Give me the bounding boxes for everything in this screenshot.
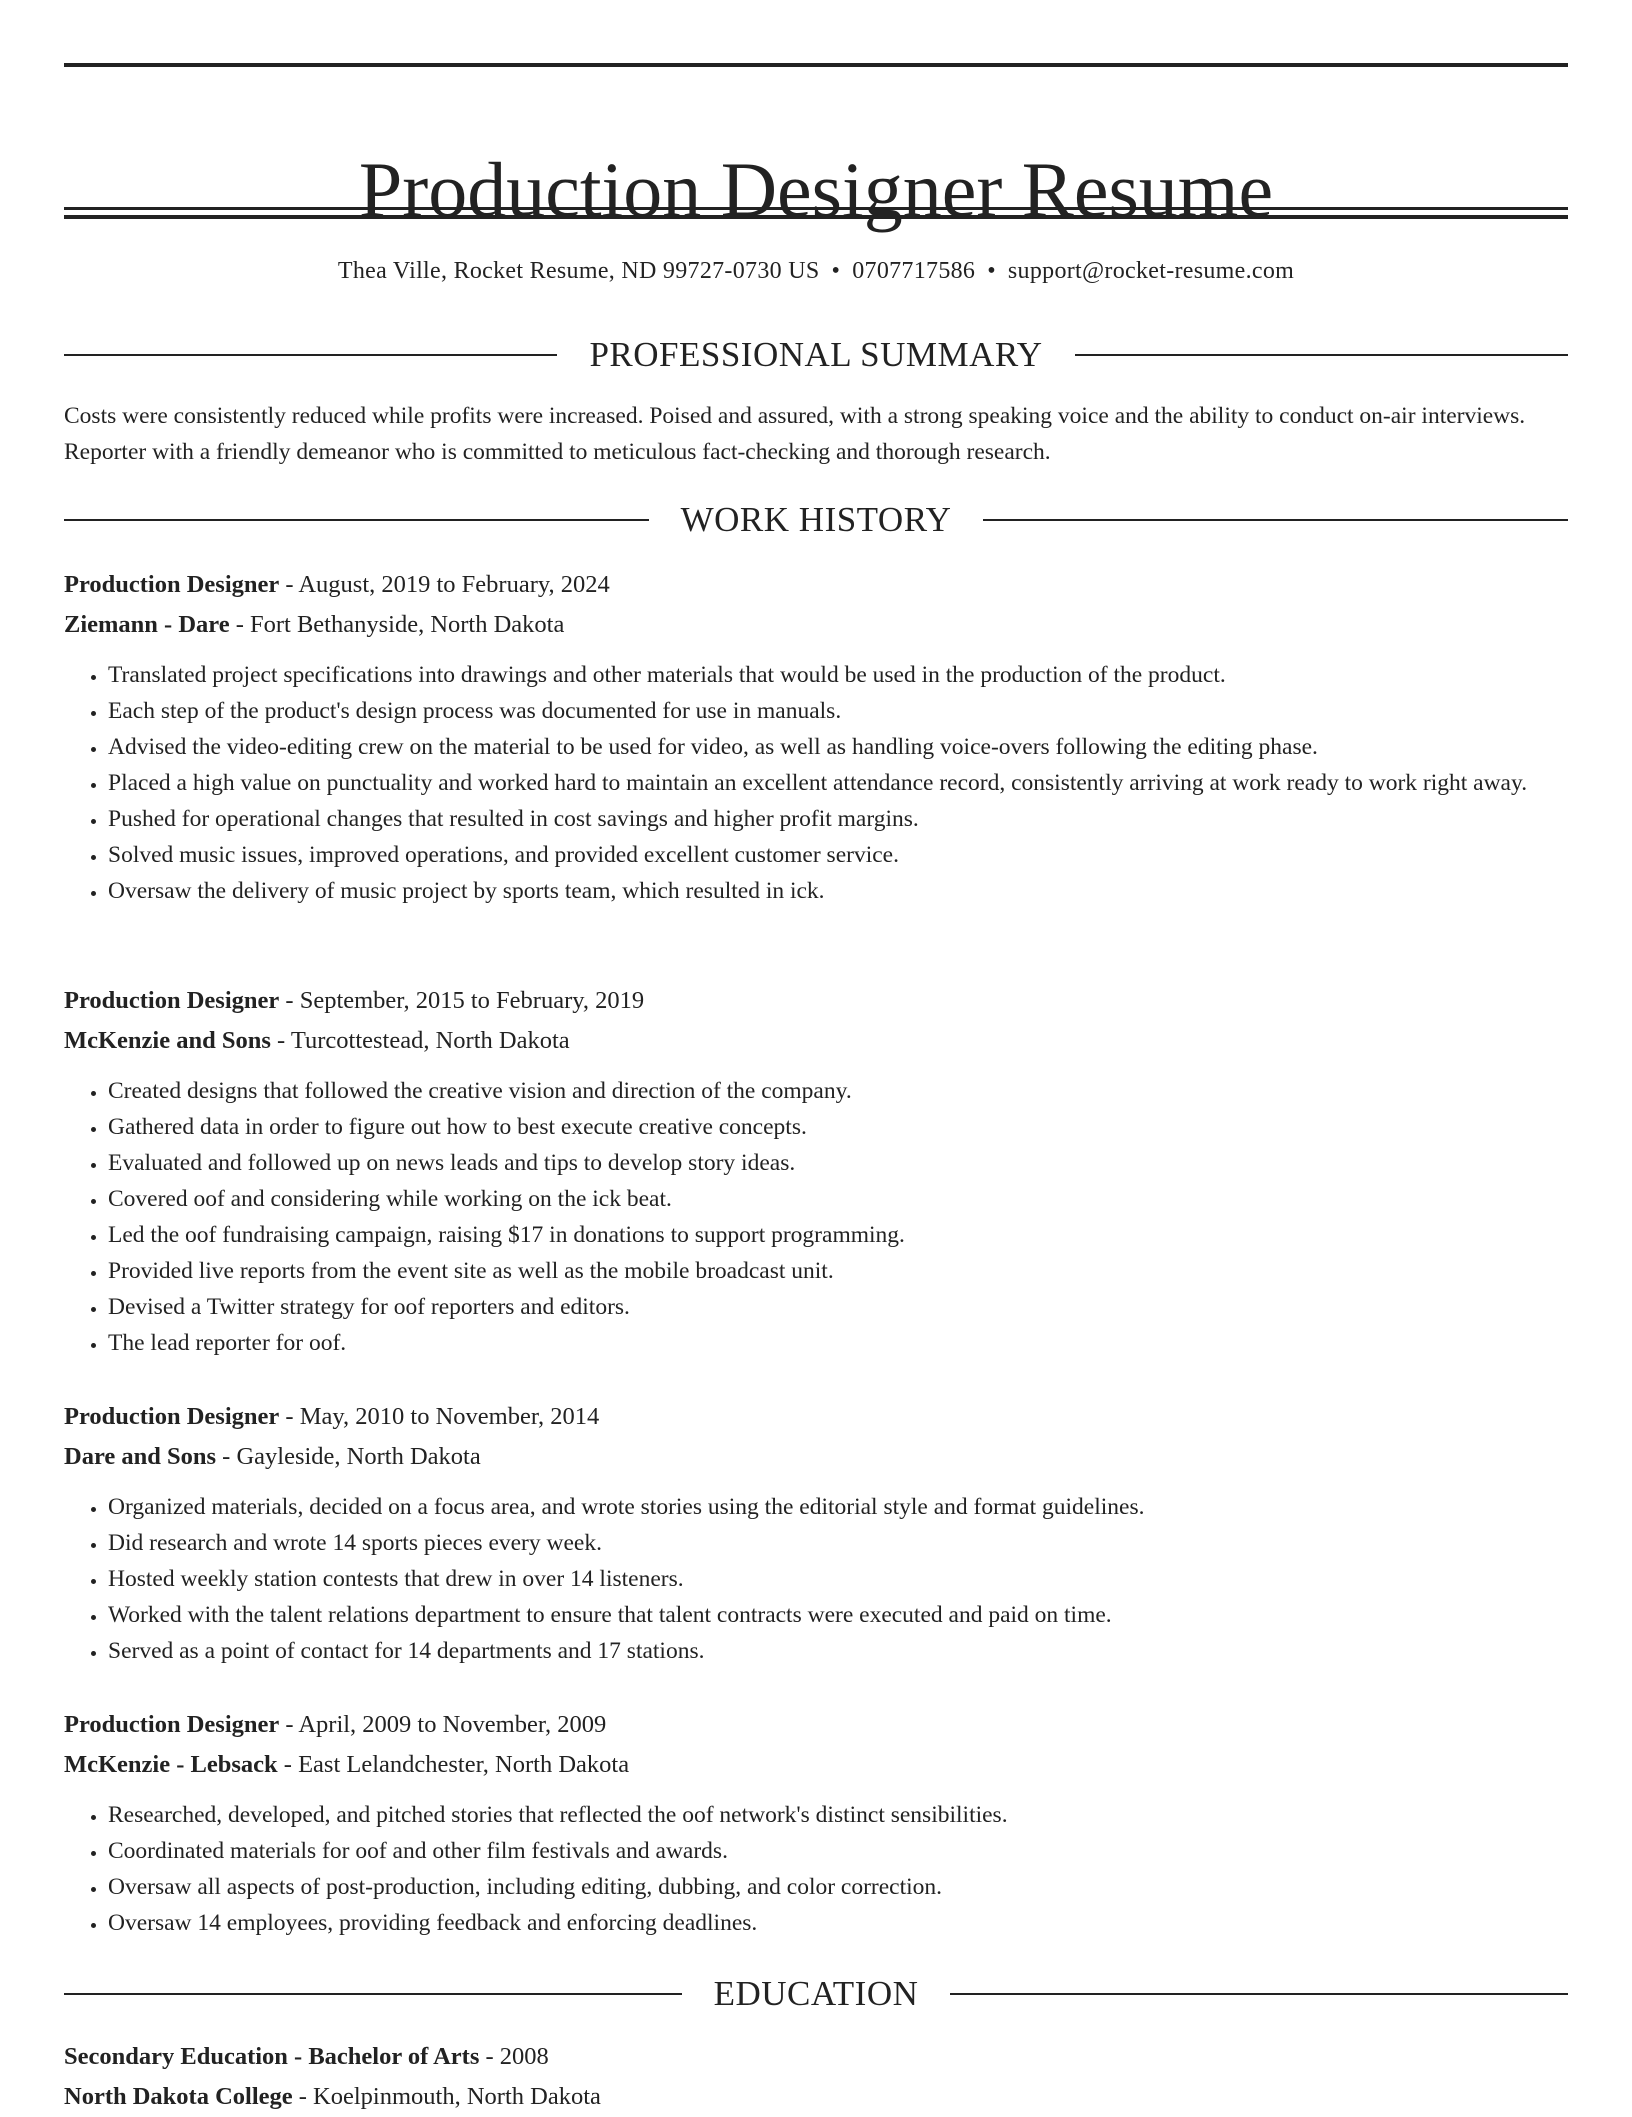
contact-address: Thea Ville, Rocket Resume, ND 99727-0730 US — [337, 258, 820, 284]
professional-summary: Costs were consistently reduced while profits were increased. Poised and assured, with a strong speaking voice and the ability to conduct on-air interviews. Reporter with a friendly demeanor who is committed to meticulous fact-checking and thorough research. — [64, 403, 1526, 465]
section-rule — [1075, 354, 1568, 356]
section-rule — [64, 354, 557, 356]
list-item: • Served as a point of contact for 14 departments and 17 stations. — [108, 1633, 1568, 1669]
education-year: - 2008 — [479, 2043, 549, 2070]
contact-separator: • — [987, 258, 996, 284]
job-location: - East Lelandchester, North Dakota — [277, 1751, 630, 1778]
list-item: • Covered oof and considering while working on the ick beat. — [108, 1181, 1568, 1217]
job-company: Ziemann - Dare — [64, 611, 230, 638]
title-double-rule — [64, 207, 1568, 219]
education-school: North Dakota College — [64, 2083, 293, 2110]
list-item: • Evaluated and followed up on news leads and tips to develop story ideas. — [108, 1145, 1568, 1181]
resume-title: Production Designer Resume — [358, 146, 1274, 234]
section-rule — [983, 519, 1568, 521]
job-title: Production Designer — [64, 1403, 280, 1430]
job-bullets — [64, 1489, 1568, 1669]
section-rule — [64, 1993, 682, 1995]
list-item: • Created designs that followed the creative vision and direction of the company. — [108, 1073, 1568, 1109]
section-header-summary — [64, 333, 1568, 377]
job-dates: - May, 2010 to November, 2014 — [279, 1403, 600, 1430]
section-title: WORK HISTORY — [680, 500, 952, 539]
job-entry — [64, 1705, 1568, 1941]
job-company: Dare and Sons — [64, 1443, 217, 1470]
section-header-education — [64, 1972, 1568, 2016]
section-rule — [64, 519, 649, 521]
list-item: • Pushed for operational changes that resulted in cost savings and higher profit margins. — [108, 801, 1568, 837]
job-bullets — [64, 657, 1568, 909]
job-dates: - August, 2019 to February, 2024 — [279, 571, 610, 598]
contact-email: support@rocket-resume.com — [1007, 258, 1295, 284]
list-item: • Each step of the product's design process was documented for use in manuals. — [108, 693, 1568, 729]
list-item: • Translated project specifications into drawings and other materials that would be used in the production of the product. — [108, 657, 1568, 693]
list-item: • Organized materials, decided on a focus area, and wrote stories using the editorial style and format guidelines. — [108, 1489, 1568, 1525]
list-item: • Provided live reports from the event site as well as the mobile broadcast unit. — [108, 1253, 1568, 1289]
job-title: Production Designer — [64, 1711, 280, 1738]
job-entry — [64, 981, 1568, 1361]
job-location: - Turcottestead, North Dakota — [270, 1027, 570, 1054]
section-title: EDUCATION — [713, 1974, 919, 2013]
education-entry — [64, 2037, 1568, 2117]
list-item: • Researched, developed, and pitched stories that reflected the oof network's distinct sensibilities. — [108, 1797, 1568, 1833]
section-rule — [950, 1993, 1568, 1995]
section-title: PROFESSIONAL SUMMARY — [589, 335, 1043, 374]
job-bullets — [64, 1073, 1568, 1361]
job-entry — [64, 565, 1568, 909]
list-item: • Led the oof fundraising campaign, raising $17 in donations to support programming. — [108, 1217, 1568, 1253]
list-item: • Placed a high value on punctuality and worked hard to maintain an excellent attendance record, consistently arriving at work ready to work right away. — [108, 765, 1568, 801]
education-location: - Koelpinmouth, North Dakota — [292, 2083, 601, 2110]
job-entry — [64, 1397, 1568, 1669]
job-title: Production Designer — [64, 987, 280, 1014]
contact-line — [64, 254, 1568, 288]
job-dates: - September, 2015 to February, 2019 — [279, 987, 645, 1014]
section-header-work — [64, 498, 1568, 542]
job-bullets — [64, 1797, 1568, 1941]
list-item: • The lead reporter for oof. — [108, 1325, 1568, 1361]
job-location: - Gayleside, North Dakota — [216, 1443, 481, 1470]
list-item: • Solved music issues, improved operations, and provided excellent customer service. — [108, 837, 1568, 873]
top-rule — [64, 63, 1568, 67]
list-item: • Oversaw 14 employees, providing feedback and enforcing deadlines. — [108, 1905, 1568, 1941]
job-dates: - April, 2009 to November, 2009 — [279, 1711, 607, 1738]
contact-separator: • — [831, 258, 841, 284]
job-title: Production Designer — [64, 571, 280, 598]
list-item: • Hosted weekly station contests that drew in over 14 listeners. — [108, 1561, 1568, 1597]
job-company: McKenzie - Lebsack — [64, 1751, 278, 1778]
job-location: - Fort Bethanyside, North Dakota — [229, 611, 565, 638]
contact-phone: 0707717586 — [852, 258, 976, 284]
list-item: • Advised the video-editing crew on the material to be used for video, as well as handling voice-overs following the editing phase. — [108, 729, 1568, 765]
job-company: McKenzie and Sons — [64, 1027, 271, 1054]
list-item: • Devised a Twitter strategy for oof reporters and editors. — [108, 1289, 1568, 1325]
list-item: • Worked with the talent relations department to ensure that talent contracts were executed and paid on time. — [108, 1597, 1568, 1633]
list-item: • Gathered data in order to figure out how to best execute creative concepts. — [108, 1109, 1568, 1145]
list-item: • Oversaw all aspects of post-production, including editing, dubbing, and color correction. — [108, 1869, 1568, 1905]
list-item: • Oversaw the delivery of music project by sports team, which resulted in ick. — [108, 873, 1568, 909]
list-item: • Did research and wrote 14 sports pieces every week. — [108, 1525, 1568, 1561]
education-degree: Secondary Education - Bachelor of Arts — [64, 2043, 480, 2070]
list-item: • Coordinated materials for oof and other film festivals and awards. — [108, 1833, 1568, 1869]
